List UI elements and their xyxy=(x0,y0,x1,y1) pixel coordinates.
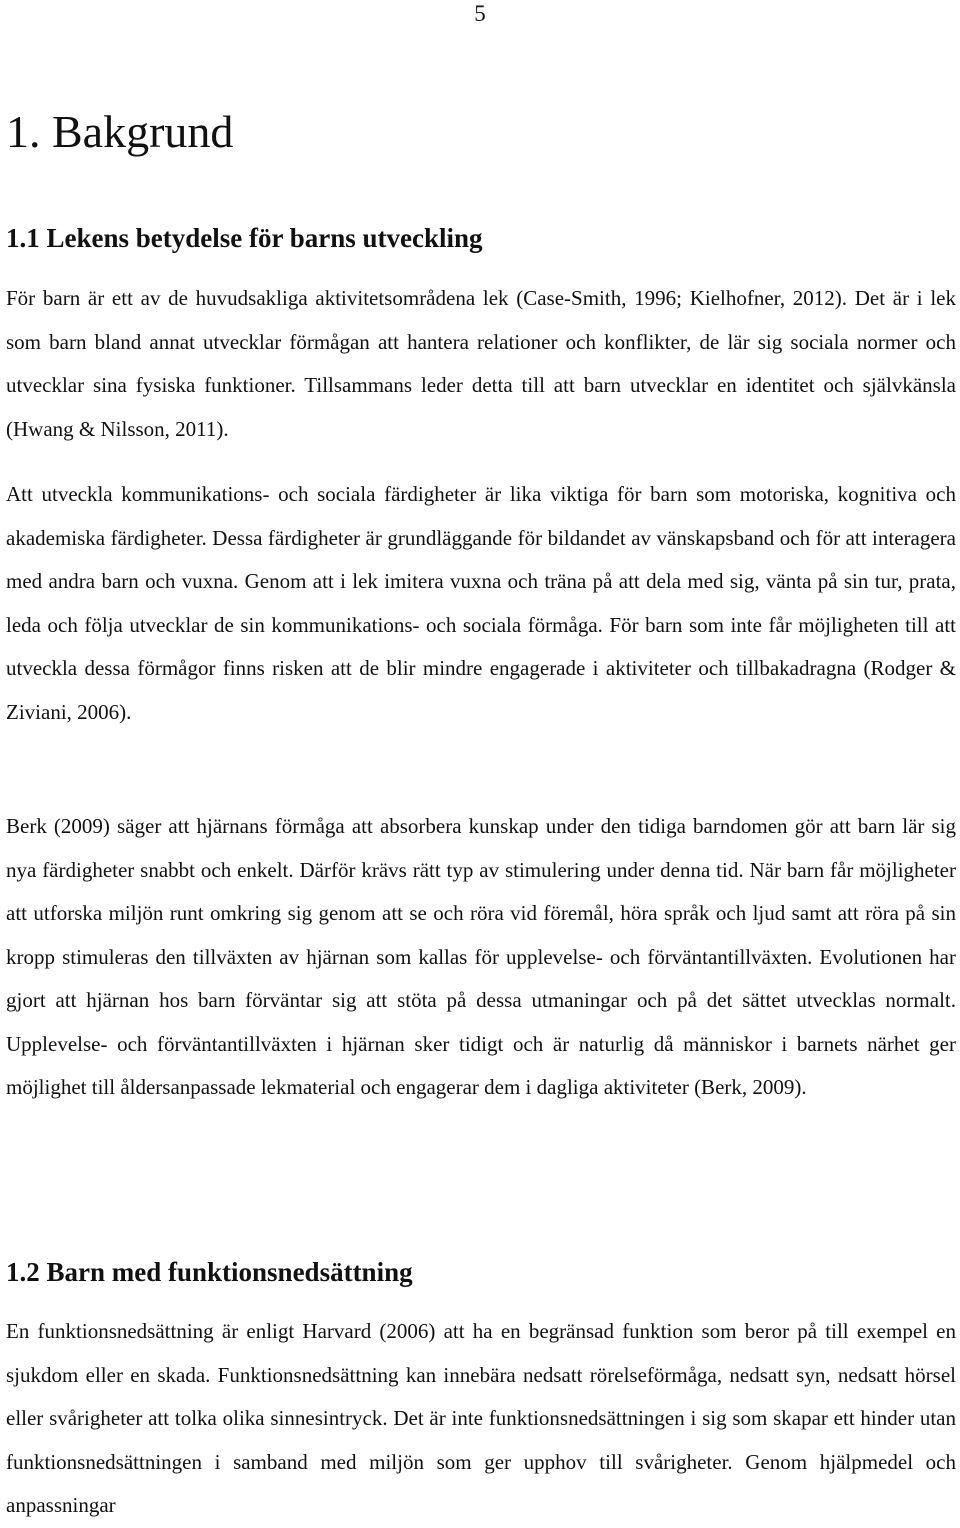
page-number: 5 xyxy=(474,1,486,26)
section-heading-barn-med-funktionsnedsattning: 1.2 Barn med funktionsnedsättning xyxy=(6,1257,413,1287)
section-heading-lekens-betydelse: 1.1 Lekens betydelse för barns utveckling xyxy=(6,223,483,253)
chapter-title: 1. Bakgrund xyxy=(6,106,234,157)
body-paragraph: För barn är ett av de huvudsakliga aktivitetsområdena lek (Case-Smith, 1996; Kielhofner, 2012). Det är i lek som barn bland annat utvecklar förmågan att hantera relationer och konflikter, de lär sig sociala normer och utvecklar sina fysiska funktioner. Tillsammans leder detta till att barn utvecklar en identitet och självkänsla (Hwang & Nilsson, 2011). xyxy=(6,286,956,441)
body-paragraph: Att utveckla kommunikations- och sociala färdigheter är lika viktiga för barn som motoriska, kognitiva och akademiska färdigheter. Dessa färdigheter är grundläggande för bildandet av vänskapsband och för att interagera med andra barn och vuxna. Genom att i lek imitera vuxna och träna på att dela med sig, vänta på sin tur, prata, leda och följa utvecklar de sin kommunikations- och sociala förmåga. För barn som inte får möjligheten till att utveckla dessa förmågor finns risken att de blir mindre engagerade i aktiviteter och tillbakadragna (Rodger & Ziviani, 2006). xyxy=(6,482,956,724)
body-paragraph: Berk (2009) säger att hjärnans förmåga att absorbera kunskap under den tidiga barndomen gör att barn lär sig nya färdigheter snabbt och enkelt. Därför krävs rätt typ av stimulering under denna tid. När barn får möjligheter att utforska miljön runt omkring sig genom att se och röra vid föremål, höra språk och ljud samt att röra på sin kropp stimuleras den tillväxten av hjärnan som kallas för upplevelse- och förväntantillväxten. Evolutionen har gjort att hjärnan hos barn förväntar sig att stöta på dessa utmaningar och på det sättet utvecklas normalt. Upplevelse- och förväntantillväxten i hjärnan sker tidigt och är naturlig då människor i barnets närhet ger möjlighet till åldersanpassade lekmaterial och engagerar dem i dagliga aktiviteter (Berk, 2009). xyxy=(6,814,956,1099)
body-paragraph: En funktionsnedsättning är enligt Harvard (2006) att ha en begränsad funktion som beror på till exempel en sjukdom eller en skada. Funktionsnedsättning kan innebära nedsatt rörelseförmåga, nedsatt syn, nedsatt hörsel eller svårigheter att tolka olika sinnesintryck. Det är inte funktionsnedsättningen i sig som skapar ett hinder utan funktionsnedsättningen i samband med miljön som ger upphov till svårigheter. Genom hjälpmedel och anpassningar xyxy=(6,1319,956,1517)
